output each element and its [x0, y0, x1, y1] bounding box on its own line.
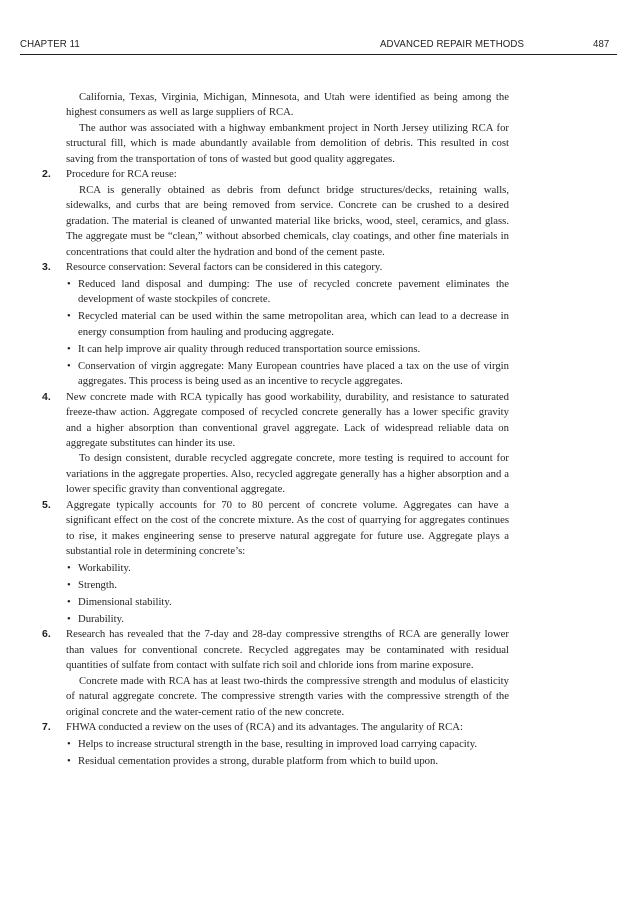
paragraph: RCA is generally obtained as debris from defunct bridge structures/decks, retaining walls, sidewalks, and curbs that are being removed from service. Concrete can be crushed to a desired gradation. The material is cleaned of unwanted material like bricks, wood, steel, ceramics, and glass. The aggregate must be “clean,” without absorbed chemicals, clay coatings, and other fine materials in concentrations that could alter the hydration and bond of the cement paste. [66, 183, 509, 258]
item-number: 6. [42, 628, 51, 641]
bullet-item [66, 754, 509, 769]
bullet-text: Residual cementation provides a strong, durable platform from which to build upon. [78, 755, 439, 768]
bullet-text: Reduced land disposal and dumping: The use of recycled concrete pavement eliminates the development of waste stockpiles of concrete. [78, 277, 509, 306]
bullet-glyph: • [67, 596, 71, 608]
paragraph: Concrete made with RCA has at least two-thirds the compressive strength and modulus of elasticity of natural aggregate concrete. The compressive strength varies with the compressive strength of the original concrete and the water-cement ratio of the new concrete. [66, 674, 509, 718]
bullet-item [66, 342, 509, 357]
item-number: 2. [42, 168, 51, 181]
bullet-text: Workability. [78, 562, 131, 575]
numbered-item-4 [42, 390, 509, 498]
item-number: 5. [42, 498, 51, 511]
paragraph: The author was associated with a highway embankment project in North Jersey utilizing RCA for structural fill, which is made abundantly available from demolition of debris. This resulted in cost saving from the transportation of tons of wasted but good quality aggregates. [66, 121, 509, 165]
bullet-text: Strength. [78, 579, 117, 592]
bullet-glyph: • [67, 277, 71, 290]
numbered-item-5 [42, 498, 509, 628]
bullet-text: Conservation of virgin aggregate: Many European countries have placed a tax on the use of virgin aggregates. This process is being used as an incentive to recycle aggregates. [78, 359, 509, 388]
item-lead: New concrete made with RCA typically has good workability, durability, and resistance to saturated freeze-thaw action. Aggregate composed of recycled concrete generally has a lower specific gravity and a higher absorption than conventional gravel aggregate. Lack of widespread reliable data on aggregate substitutes can hinder its use. [66, 390, 509, 449]
numbered-item-2 [42, 167, 509, 260]
running-header-title: ADVANCED REPAIR METHODS [380, 38, 524, 50]
bullet-glyph: • [67, 579, 71, 592]
bullet-glyph: • [67, 755, 71, 768]
item-lead: FHWA conducted a review on the uses of (RCA) and its advantages. The angularity of RCA: [66, 721, 463, 734]
bullet-item [66, 737, 509, 752]
bullet-text: Durability. [78, 612, 124, 625]
header-rule [20, 54, 617, 55]
bullet-glyph: • [67, 342, 71, 355]
item-number: 7. [42, 721, 51, 734]
numbered-item-7 [42, 720, 509, 769]
bullet-item [66, 309, 509, 340]
bullet-text: Recycled material can be used within the same metropolitan area, which can lead to a decrease in energy consumption from hauling and producing aggregate. [78, 310, 509, 338]
paragraph: California, Texas, Virginia, Michigan, Minnesota, and Utah were identified as being among the highest consumers as well as large suppliers of RCA. [66, 91, 509, 119]
bullet-item [66, 578, 509, 593]
bullet-glyph: • [67, 310, 71, 323]
bullet-item [66, 561, 509, 576]
body-text [42, 90, 509, 769]
page-number: 487 [593, 38, 610, 50]
item-lead: Resource conservation: Several factors can be considered in this category. [66, 260, 383, 273]
numbered-item-6 [42, 627, 509, 720]
item-number: 4. [42, 390, 51, 403]
bullet-item [66, 612, 509, 627]
bullet-item [66, 359, 509, 390]
item-lead: Procedure for RCA reuse: [66, 168, 177, 181]
paragraph: To design consistent, durable recycled aggregate concrete, more testing is required to account for variations in the aggregate properties. Also, recycled aggregate generally has a higher absorption and a lower specific gravity than conventional aggregate. [66, 452, 509, 496]
bullet-glyph: • [67, 612, 71, 625]
item-lead: Research has revealed that the 7-day and 28-day compressive strengths of RCA are generally lower than values for conventional concrete. Recycled aggregates may be contaminated with residual quantities of sulfate from contact with sulfate rich soil and chloride ions from marine exposure. [66, 628, 509, 672]
bullet-item [66, 277, 509, 308]
bullet-item [66, 595, 509, 610]
item-number: 3. [42, 260, 51, 273]
bullet-text: It can help improve air quality through reduced transportation source emissions. [78, 342, 421, 355]
numbered-item-3 [42, 260, 509, 390]
bullet-text: Dimensional stability. [78, 596, 172, 608]
item-lead: Aggregate typically accounts for 70 to 80 percent of concrete volume. Aggregates can have a significant effect on the cost of the concrete mixture. As the cost of quarrying for aggregates continues to rise, it makes engineering sense to preserve natural aggregate for future use. Aggregate plays a substantial role in determining concrete’s: [66, 498, 509, 558]
bullet-glyph: • [67, 562, 71, 575]
running-header-chapter: CHAPTER 11 [20, 38, 80, 50]
bullet-text: Helps to increase structural strength in the base, resulting in improved load carrying capacity. [78, 738, 478, 751]
bullet-glyph: • [67, 359, 71, 372]
bullet-glyph: • [67, 738, 71, 751]
